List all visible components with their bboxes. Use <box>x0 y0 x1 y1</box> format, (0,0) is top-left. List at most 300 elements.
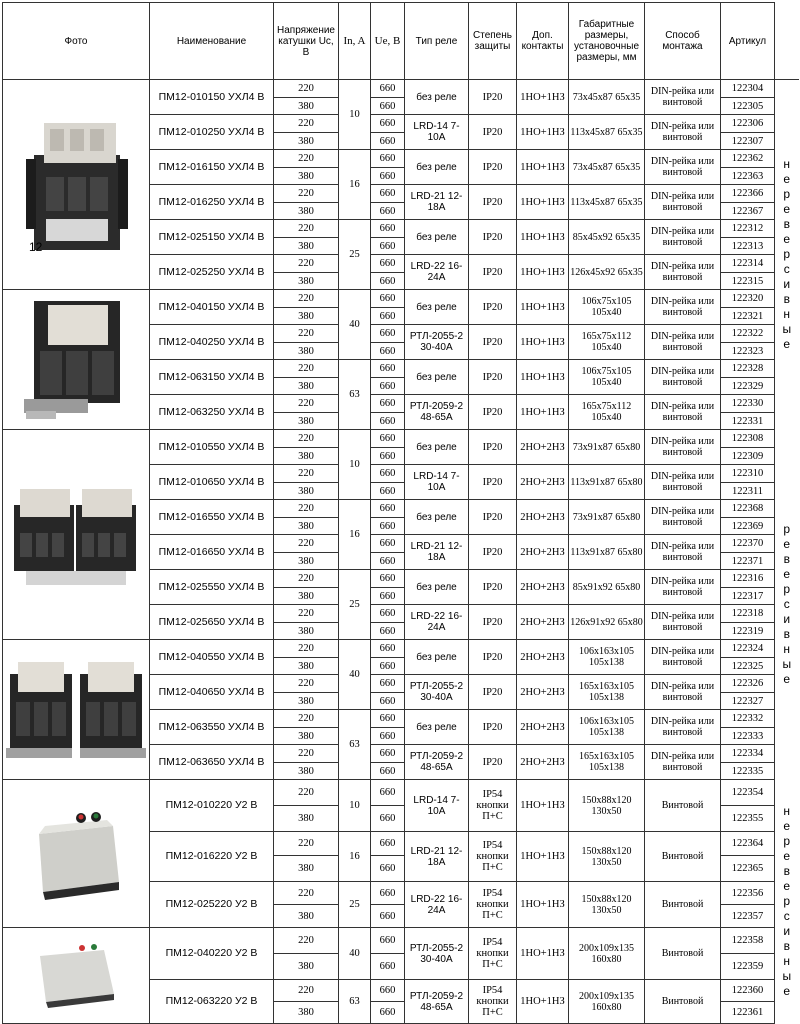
product-name: ПМ12-010650 УХЛ4 В <box>150 465 274 500</box>
coil-voltage: 220 <box>274 465 339 483</box>
dimensions: 165x75x112 105x40 <box>569 395 645 430</box>
dimensions: 113x91x87 65x80 <box>569 465 645 500</box>
article-number: 122317 <box>721 588 775 605</box>
protection-class: IP54 кнопки П+С <box>469 832 517 882</box>
rated-voltage: 660 <box>371 535 405 553</box>
article-number: 122334 <box>721 745 775 763</box>
rated-voltage: 660 <box>371 623 405 640</box>
rated-voltage: 660 <box>371 553 405 570</box>
rated-current: 16 <box>339 832 371 882</box>
aux-contacts: 1НО+1НЗ <box>517 80 569 115</box>
rated-voltage: 660 <box>371 465 405 483</box>
protection-class: IP54 кнопки П+С <box>469 882 517 928</box>
dimensions: 165x75x112 105x40 <box>569 325 645 360</box>
protection-class: IP20 <box>469 185 517 220</box>
mounting: DIN-рейка или винтовой <box>645 395 721 430</box>
coil-voltage: 380 <box>274 658 339 675</box>
product-name: ПМ12-016220 У2 В <box>150 832 274 882</box>
table-row <box>3 290 799 308</box>
rated-voltage: 660 <box>371 928 405 954</box>
coil-voltage: 380 <box>274 518 339 535</box>
article-number: 122319 <box>721 623 775 640</box>
coil-voltage: 380 <box>274 343 339 360</box>
aux-contacts: 2НО+2НЗ <box>517 605 569 640</box>
dimensions: 126x91x92 65x80 <box>569 605 645 640</box>
product-name: ПМ12-040150 УХЛ4 В <box>150 290 274 325</box>
contactor-photo <box>12 295 140 425</box>
relay-type: РТЛ-2059-2 48-65A <box>405 395 469 430</box>
aux-contacts: 1НО+1НЗ <box>517 882 569 928</box>
rated-current: 25 <box>339 570 371 640</box>
rated-voltage: 660 <box>371 640 405 658</box>
rated-current: 16 <box>339 500 371 570</box>
dimensions: 200x109x135 160x80 <box>569 928 645 980</box>
aux-contacts: 1НО+1НЗ <box>517 832 569 882</box>
aux-contacts: 2НО+2НЗ <box>517 570 569 605</box>
rated-current: 10 <box>339 780 371 832</box>
product-name: ПМ12-016550 УХЛ4 В <box>150 500 274 535</box>
aux-contacts: 2НО+2НЗ <box>517 710 569 745</box>
mounting: DIN-рейка или винтовой <box>645 220 721 255</box>
type-label-cell <box>775 780 799 1024</box>
product-name: ПМ12-025150 УХЛ4 В <box>150 220 274 255</box>
coil-voltage: 380 <box>274 168 339 185</box>
article-number: 122309 <box>721 448 775 465</box>
product-name: ПМ12-063550 УХЛ4 В <box>150 710 274 745</box>
dimensions: 73x91x87 65x80 <box>569 500 645 535</box>
coil-voltage: 220 <box>274 80 339 98</box>
relay-type: LRD-22 16-24A <box>405 605 469 640</box>
rated-voltage: 660 <box>371 483 405 500</box>
coil-voltage: 220 <box>274 395 339 413</box>
protection-class: IP20 <box>469 360 517 395</box>
article-number: 122307 <box>721 133 775 150</box>
coil-voltage: 380 <box>274 448 339 465</box>
photo-cell <box>3 928 150 1024</box>
rated-current: 10 <box>339 430 371 500</box>
mounting: DIN-рейка или винтовой <box>645 675 721 710</box>
rated-voltage: 660 <box>371 658 405 675</box>
coil-voltage: 380 <box>274 763 339 780</box>
article-number: 122332 <box>721 710 775 728</box>
coil-voltage: 380 <box>274 378 339 395</box>
rated-current: 10 <box>339 80 371 150</box>
article-number: 122310 <box>721 465 775 483</box>
coil-voltage: 220 <box>274 675 339 693</box>
article-number: 122312 <box>721 220 775 238</box>
rated-voltage: 660 <box>371 745 405 763</box>
rated-voltage: 660 <box>371 728 405 745</box>
article-number: 122360 <box>721 980 775 1002</box>
product-name: ПМ12-016650 УХЛ4 В <box>150 535 274 570</box>
photo-cell <box>3 780 150 928</box>
relay-type: LRD-21 12-18A <box>405 832 469 882</box>
protection-class: IP20 <box>469 675 517 710</box>
aux-contacts: 2НО+2НЗ <box>517 640 569 675</box>
mounting: DIN-рейка или винтовой <box>645 255 721 290</box>
coil-voltage: 220 <box>274 882 339 905</box>
dimensions: 150x88x120 130x50 <box>569 832 645 882</box>
product-name: ПМ12-063220 У2 В <box>150 980 274 1024</box>
product-name: ПМ12-010220 У2 В <box>150 780 274 832</box>
aux-contacts: 2НО+2НЗ <box>517 465 569 500</box>
article-number: 122333 <box>721 728 775 745</box>
article-number: 122330 <box>721 395 775 413</box>
rated-current: 16 <box>339 150 371 220</box>
coil-voltage: 380 <box>274 728 339 745</box>
rated-voltage: 660 <box>371 98 405 115</box>
coil-voltage: 380 <box>274 98 339 115</box>
rated-voltage: 660 <box>371 710 405 728</box>
aux-contacts: 1НО+1НЗ <box>517 928 569 980</box>
protection-class: IP20 <box>469 150 517 185</box>
rated-current: 40 <box>339 928 371 980</box>
mounting: DIN-рейка или винтовой <box>645 570 721 605</box>
coil-voltage: 220 <box>274 640 339 658</box>
product-name: ПМ12-040220 У2 В <box>150 928 274 980</box>
mounting: DIN-рейка или винтовой <box>645 465 721 500</box>
dimensions: 200x109x135 160x80 <box>569 980 645 1024</box>
article-number: 122329 <box>721 378 775 395</box>
mounting: DIN-рейка или винтовой <box>645 535 721 570</box>
relay-type: LRD-14 7-10A <box>405 780 469 832</box>
rated-voltage: 660 <box>371 308 405 325</box>
coil-voltage: 380 <box>274 954 339 980</box>
col-dims: Габаритные размеры, установочные размеры, мм <box>569 3 645 80</box>
rated-voltage: 660 <box>371 518 405 535</box>
coil-voltage: 380 <box>274 238 339 255</box>
coil-voltage: 220 <box>274 710 339 728</box>
col-protection: Степень защиты <box>469 3 517 80</box>
rated-voltage: 660 <box>371 605 405 623</box>
coil-voltage: 220 <box>274 500 339 518</box>
mounting: Винтовой <box>645 882 721 928</box>
product-name: ПМ12-010250 УХЛ4 В <box>150 115 274 150</box>
coil-voltage: 220 <box>274 360 339 378</box>
mounting: DIN-рейка или винтовой <box>645 500 721 535</box>
rated-voltage: 660 <box>371 413 405 430</box>
mounting: DIN-рейка или винтовой <box>645 290 721 325</box>
rated-voltage: 660 <box>371 185 405 203</box>
coil-voltage: 220 <box>274 780 339 806</box>
relay-type: без реле <box>405 430 469 465</box>
article-number: 122304 <box>721 80 775 98</box>
col-ue: Ue, В <box>371 3 405 80</box>
rated-current: 63 <box>339 980 371 1024</box>
article-number: 122331 <box>721 413 775 430</box>
relay-type: LRD-14 7-10A <box>405 115 469 150</box>
photo-label: 12 <box>29 240 43 254</box>
photo-cell <box>3 290 150 430</box>
relay-type: без реле <box>405 360 469 395</box>
contactor-photo <box>16 115 136 255</box>
article-number: 122364 <box>721 832 775 856</box>
dimensions: 73x91x87 65x80 <box>569 430 645 465</box>
relay-type: РТЛ-2055-2 30-40A <box>405 675 469 710</box>
relay-type: РТЛ-2055-2 30-40A <box>405 325 469 360</box>
coil-voltage: 380 <box>274 203 339 220</box>
article-number: 122362 <box>721 150 775 168</box>
product-name: ПМ12-040550 УХЛ4 В <box>150 640 274 675</box>
coil-voltage: 380 <box>274 273 339 290</box>
rated-voltage: 660 <box>371 168 405 185</box>
relay-type: LRD-21 12-18A <box>405 185 469 220</box>
aux-contacts: 1НО+1НЗ <box>517 220 569 255</box>
rated-voltage: 660 <box>371 220 405 238</box>
type-label-cell <box>775 430 799 780</box>
aux-contacts: 1НО+1НЗ <box>517 780 569 832</box>
rated-voltage: 660 <box>371 856 405 882</box>
rated-current: 25 <box>339 220 371 290</box>
product-name: ПМ12-010550 УХЛ4 В <box>150 430 274 465</box>
coil-voltage: 220 <box>274 150 339 168</box>
protection-class: IP20 <box>469 745 517 780</box>
aux-contacts: 1НО+1НЗ <box>517 150 569 185</box>
rated-voltage: 660 <box>371 588 405 605</box>
dimensions: 73x45x87 65x35 <box>569 80 645 115</box>
product-name: ПМ12-025550 УХЛ4 В <box>150 570 274 605</box>
rated-voltage: 660 <box>371 378 405 395</box>
article-number: 122313 <box>721 238 775 255</box>
coil-voltage: 380 <box>274 905 339 928</box>
product-name: ПМ12-063250 УХЛ4 В <box>150 395 274 430</box>
rated-voltage: 660 <box>371 832 405 856</box>
relay-type: LRD-21 12-18A <box>405 535 469 570</box>
protection-class: IP20 <box>469 710 517 745</box>
article-number: 122366 <box>721 185 775 203</box>
rated-voltage: 660 <box>371 360 405 378</box>
type-label: нереверсивные <box>782 804 792 998</box>
mounting: DIN-рейка или винтовой <box>645 745 721 780</box>
rated-voltage: 660 <box>371 806 405 832</box>
article-number: 122306 <box>721 115 775 133</box>
rated-voltage: 660 <box>371 115 405 133</box>
relay-type: LRD-22 16-24A <box>405 882 469 928</box>
mounting: DIN-рейка или винтовой <box>645 185 721 220</box>
coil-voltage: 380 <box>274 483 339 500</box>
article-number: 122318 <box>721 605 775 623</box>
col-relay: Тип реле <box>405 3 469 80</box>
relay-type: без реле <box>405 640 469 675</box>
dimensions: 73x45x87 65x35 <box>569 150 645 185</box>
product-name: ПМ12-063650 УХЛ4 В <box>150 745 274 780</box>
protection-class: IP20 <box>469 255 517 290</box>
coil-voltage: 380 <box>274 553 339 570</box>
col-side <box>775 3 799 80</box>
rated-voltage: 660 <box>371 325 405 343</box>
col-in: In, A <box>339 3 371 80</box>
article-number: 122321 <box>721 308 775 325</box>
relay-type: без реле <box>405 500 469 535</box>
coil-voltage: 380 <box>274 806 339 832</box>
reversing-contactor-photo <box>4 652 148 768</box>
article-number: 122363 <box>721 168 775 185</box>
rated-voltage: 660 <box>371 675 405 693</box>
type-label: реверсивные <box>782 522 792 686</box>
rated-voltage: 660 <box>371 203 405 220</box>
coil-voltage: 220 <box>274 605 339 623</box>
coil-voltage: 220 <box>274 928 339 954</box>
rated-voltage: 660 <box>371 238 405 255</box>
table-row <box>3 80 799 98</box>
article-number: 122359 <box>721 954 775 980</box>
col-contacts: Доп. контакты <box>517 3 569 80</box>
coil-voltage: 220 <box>274 430 339 448</box>
article-number: 122326 <box>721 675 775 693</box>
aux-contacts: 1НО+1НЗ <box>517 395 569 430</box>
dimensions: 165x163x105 105x138 <box>569 675 645 710</box>
table-row <box>3 430 799 448</box>
protection-class: IP20 <box>469 115 517 150</box>
protection-class: IP20 <box>469 570 517 605</box>
rated-current: 40 <box>339 640 371 710</box>
dimensions: 106x75x105 105x40 <box>569 290 645 325</box>
article-number: 122315 <box>721 273 775 290</box>
coil-voltage: 220 <box>274 255 339 273</box>
dimensions: 113x45x87 65x35 <box>569 115 645 150</box>
rated-voltage: 660 <box>371 763 405 780</box>
relay-type: без реле <box>405 570 469 605</box>
table-row <box>3 928 799 954</box>
coil-voltage: 220 <box>274 832 339 856</box>
aux-contacts: 1НО+1НЗ <box>517 115 569 150</box>
rated-voltage: 660 <box>371 395 405 413</box>
product-name: ПМ12-025250 УХЛ4 В <box>150 255 274 290</box>
coil-voltage: 380 <box>274 413 339 430</box>
rated-voltage: 660 <box>371 780 405 806</box>
product-name: ПМ12-025220 У2 В <box>150 882 274 928</box>
protection-class: IP20 <box>469 605 517 640</box>
aux-contacts: 1НО+1НЗ <box>517 290 569 325</box>
product-name: ПМ12-040250 УХЛ4 В <box>150 325 274 360</box>
protection-class: IP54 кнопки П+С <box>469 928 517 980</box>
col-photo: Фото <box>3 3 150 80</box>
mounting: DIN-рейка или винтовой <box>645 430 721 465</box>
coil-voltage: 380 <box>274 693 339 710</box>
enclosed-starter-photo <box>21 804 131 904</box>
article-number: 122325 <box>721 658 775 675</box>
rated-voltage: 660 <box>371 980 405 1002</box>
dimensions: 113x45x87 65x35 <box>569 185 645 220</box>
aux-contacts: 2НО+2НЗ <box>517 430 569 465</box>
rated-voltage: 660 <box>371 80 405 98</box>
product-name: ПМ12-016150 УХЛ4 В <box>150 150 274 185</box>
aux-contacts: 2НО+2НЗ <box>517 500 569 535</box>
article-number: 122354 <box>721 780 775 806</box>
coil-voltage: 380 <box>274 133 339 150</box>
mounting: DIN-рейка или винтовой <box>645 80 721 115</box>
aux-contacts: 1НО+1НЗ <box>517 255 569 290</box>
coil-voltage: 380 <box>274 856 339 882</box>
article-number: 122323 <box>721 343 775 360</box>
protection-class: IP20 <box>469 80 517 115</box>
protection-class: IP20 <box>469 325 517 360</box>
col-voltage: Напряжение катушки Uc, В <box>274 3 339 80</box>
reversing-contactor-photo <box>6 475 146 595</box>
rated-voltage: 660 <box>371 290 405 308</box>
aux-contacts: 2НО+2НЗ <box>517 745 569 780</box>
dimensions: 106x163x105 105x138 <box>569 640 645 675</box>
rated-voltage: 660 <box>371 150 405 168</box>
product-name: ПМ12-040650 УХЛ4 В <box>150 675 274 710</box>
rated-voltage: 660 <box>371 133 405 150</box>
dimensions: 106x163x105 105x138 <box>569 710 645 745</box>
article-number: 122370 <box>721 535 775 553</box>
aux-contacts: 1НО+1НЗ <box>517 360 569 395</box>
mounting: Винтовой <box>645 980 721 1024</box>
mounting: Винтовой <box>645 832 721 882</box>
article-number: 122361 <box>721 1002 775 1024</box>
protection-class: IP54 кнопки П+С <box>469 980 517 1024</box>
product-name: ПМ12-010150 УХЛ4 В <box>150 80 274 115</box>
col-mount: Способ монтажа <box>645 3 721 80</box>
rated-voltage: 660 <box>371 882 405 905</box>
article-number: 122322 <box>721 325 775 343</box>
dimensions: 106x75x105 105x40 <box>569 360 645 395</box>
mounting: Винтовой <box>645 928 721 980</box>
dimensions: 126x45x92 65x35 <box>569 255 645 290</box>
coil-voltage: 220 <box>274 535 339 553</box>
rated-voltage: 660 <box>371 905 405 928</box>
rated-voltage: 660 <box>371 1002 405 1024</box>
col-name: Наименование <box>150 3 274 80</box>
article-number: 122311 <box>721 483 775 500</box>
product-name: ПМ12-063150 УХЛ4 В <box>150 360 274 395</box>
article-number: 122320 <box>721 290 775 308</box>
article-number: 122314 <box>721 255 775 273</box>
dimensions: 150x88x120 130x50 <box>569 780 645 832</box>
article-number: 122367 <box>721 203 775 220</box>
relay-type: без реле <box>405 290 469 325</box>
article-number: 122316 <box>721 570 775 588</box>
dimensions: 150x88x120 130x50 <box>569 882 645 928</box>
mounting: DIN-рейка или винтовой <box>645 710 721 745</box>
article-number: 122308 <box>721 430 775 448</box>
table-row <box>3 780 799 806</box>
relay-type: РТЛ-2059-2 48-65A <box>405 980 469 1024</box>
article-number: 122357 <box>721 905 775 928</box>
col-article: Артикул <box>721 3 775 80</box>
type-label: нереверсивные <box>782 157 792 352</box>
aux-contacts: 1НО+1НЗ <box>517 325 569 360</box>
coil-voltage: 380 <box>274 588 339 605</box>
mounting: Винтовой <box>645 780 721 832</box>
article-number: 122324 <box>721 640 775 658</box>
mounting: DIN-рейка или винтовой <box>645 605 721 640</box>
relay-type: РТЛ-2055-2 30-40A <box>405 928 469 980</box>
relay-type: без реле <box>405 150 469 185</box>
rated-voltage: 660 <box>371 693 405 710</box>
article-number: 122368 <box>721 500 775 518</box>
rated-current: 63 <box>339 360 371 430</box>
photo-cell <box>3 80 150 290</box>
rated-voltage: 660 <box>371 448 405 465</box>
article-number: 122371 <box>721 553 775 570</box>
coil-voltage: 220 <box>274 185 339 203</box>
rated-voltage: 660 <box>371 954 405 980</box>
mounting: DIN-рейка или винтовой <box>645 150 721 185</box>
rated-voltage: 660 <box>371 343 405 360</box>
coil-voltage: 220 <box>274 570 339 588</box>
rated-voltage: 660 <box>371 430 405 448</box>
coil-voltage: 380 <box>274 1002 339 1024</box>
article-number: 122328 <box>721 360 775 378</box>
relay-type: LRD-22 16-24A <box>405 255 469 290</box>
aux-contacts: 2НО+2НЗ <box>517 535 569 570</box>
relay-type: LRD-14 7-10A <box>405 465 469 500</box>
article-number: 122305 <box>721 98 775 115</box>
aux-contacts: 1НО+1НЗ <box>517 980 569 1024</box>
